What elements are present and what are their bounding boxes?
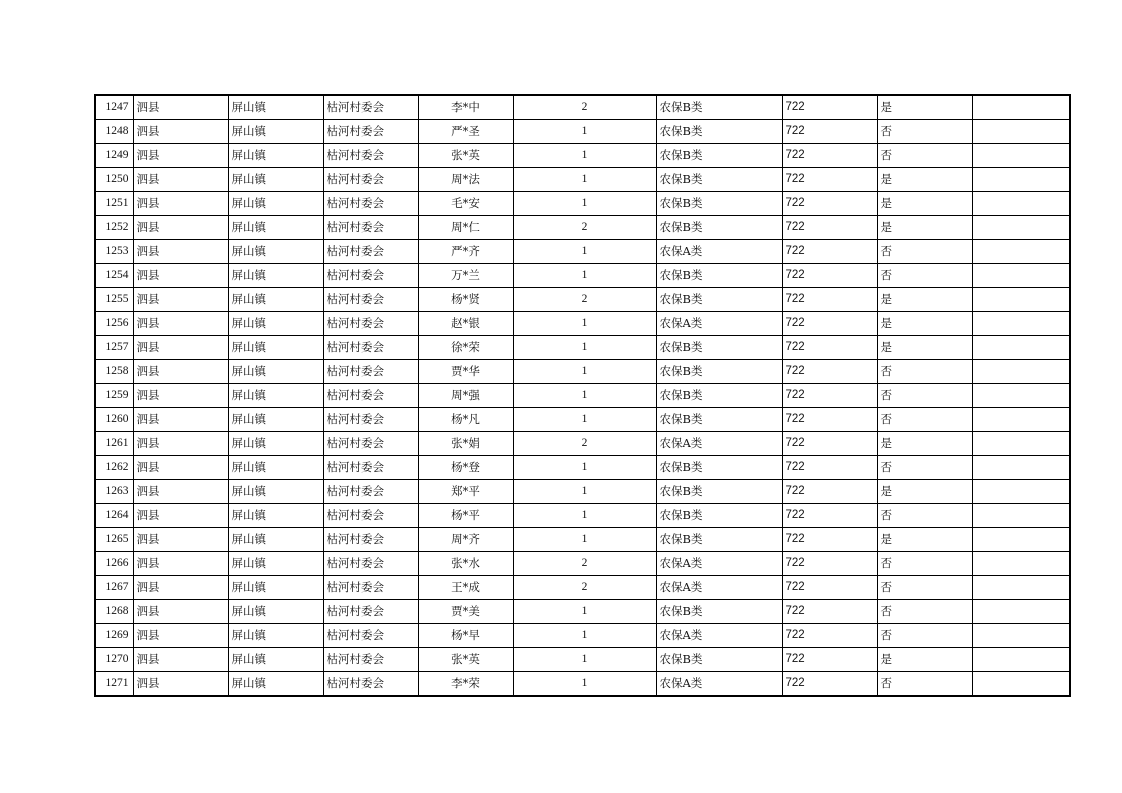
remark-cell: [972, 95, 1070, 120]
table-row: [95, 360, 1070, 384]
table-row: [95, 95, 1070, 120]
town-cell: 屏山镇: [228, 216, 323, 240]
serial-number-cell: 1258: [95, 360, 133, 384]
remark-cell: [972, 120, 1070, 144]
flag-cell: 否: [877, 408, 972, 432]
table-row: [95, 456, 1070, 480]
flag-cell: 否: [877, 504, 972, 528]
table-body: [95, 95, 1070, 696]
town-cell: 屏山镇: [228, 624, 323, 648]
name-cell: 贾*华: [418, 360, 513, 384]
name-cell: 张*水: [418, 552, 513, 576]
insurance-type-cell: 农保B类: [656, 600, 782, 624]
serial-number-cell: 1248: [95, 120, 133, 144]
serial-number-cell: 1270: [95, 648, 133, 672]
name-cell: 周*法: [418, 168, 513, 192]
flag-cell: 否: [877, 144, 972, 168]
flag-cell: 否: [877, 120, 972, 144]
amount-cell: 722: [782, 168, 877, 192]
amount-cell: 722: [782, 600, 877, 624]
town-cell: 屏山镇: [228, 456, 323, 480]
village-committee-cell: 枯河村委会: [323, 240, 418, 264]
amount-cell: 722: [782, 552, 877, 576]
table-row: [95, 288, 1070, 312]
county-cell: 泗县: [133, 624, 228, 648]
name-cell: 杨*登: [418, 456, 513, 480]
serial-number-cell: 1257: [95, 336, 133, 360]
table-row: [95, 264, 1070, 288]
remark-cell: [972, 408, 1070, 432]
town-cell: 屏山镇: [228, 480, 323, 504]
flag-cell: 否: [877, 264, 972, 288]
insurance-type-cell: 农保A类: [656, 432, 782, 456]
county-cell: 泗县: [133, 360, 228, 384]
county-cell: 泗县: [133, 408, 228, 432]
table-row: [95, 384, 1070, 408]
amount-cell: 722: [782, 240, 877, 264]
table-row: [95, 624, 1070, 648]
insurance-type-cell: 农保B类: [656, 648, 782, 672]
remark-cell: [972, 552, 1070, 576]
town-cell: 屏山镇: [228, 312, 323, 336]
flag-cell: 否: [877, 456, 972, 480]
town-cell: 屏山镇: [228, 192, 323, 216]
flag-cell: 是: [877, 95, 972, 120]
insurance-type-cell: 农保B类: [656, 384, 782, 408]
flag-cell: 否: [877, 600, 972, 624]
town-cell: 屏山镇: [228, 288, 323, 312]
village-committee-cell: 枯河村委会: [323, 432, 418, 456]
town-cell: 屏山镇: [228, 240, 323, 264]
table-row: [95, 240, 1070, 264]
household-count-cell: 1: [513, 336, 656, 360]
village-committee-cell: 枯河村委会: [323, 600, 418, 624]
village-committee-cell: 枯河村委会: [323, 624, 418, 648]
amount-cell: 722: [782, 480, 877, 504]
remark-cell: [972, 192, 1070, 216]
amount-cell: 722: [782, 408, 877, 432]
name-cell: 徐*荣: [418, 336, 513, 360]
serial-number-cell: 1271: [95, 672, 133, 697]
remark-cell: [972, 624, 1070, 648]
name-cell: 赵*银: [418, 312, 513, 336]
county-cell: 泗县: [133, 336, 228, 360]
table-row: [95, 408, 1070, 432]
town-cell: 屏山镇: [228, 408, 323, 432]
document-table-container: [94, 94, 1069, 697]
household-count-cell: 1: [513, 408, 656, 432]
insurance-type-cell: 农保B类: [656, 288, 782, 312]
village-committee-cell: 枯河村委会: [323, 456, 418, 480]
county-cell: 泗县: [133, 240, 228, 264]
household-count-cell: 2: [513, 95, 656, 120]
table-row: [95, 432, 1070, 456]
flag-cell: 是: [877, 288, 972, 312]
table-row: [95, 528, 1070, 552]
amount-cell: 722: [782, 312, 877, 336]
serial-number-cell: 1266: [95, 552, 133, 576]
village-committee-cell: 枯河村委会: [323, 288, 418, 312]
amount-cell: 722: [782, 576, 877, 600]
insurance-type-cell: 农保B类: [656, 192, 782, 216]
remark-cell: [972, 432, 1070, 456]
name-cell: 毛*安: [418, 192, 513, 216]
serial-number-cell: 1253: [95, 240, 133, 264]
county-cell: 泗县: [133, 552, 228, 576]
household-count-cell: 1: [513, 456, 656, 480]
village-committee-cell: 枯河村委会: [323, 144, 418, 168]
town-cell: 屏山镇: [228, 360, 323, 384]
serial-number-cell: 1259: [95, 384, 133, 408]
serial-number-cell: 1260: [95, 408, 133, 432]
household-count-cell: 2: [513, 432, 656, 456]
insurance-type-cell: 农保B类: [656, 120, 782, 144]
town-cell: 屏山镇: [228, 384, 323, 408]
flag-cell: 否: [877, 360, 972, 384]
county-cell: 泗县: [133, 504, 228, 528]
household-count-cell: 1: [513, 240, 656, 264]
name-cell: 张*英: [418, 144, 513, 168]
village-committee-cell: 枯河村委会: [323, 672, 418, 697]
name-cell: 贾*美: [418, 600, 513, 624]
amount-cell: 722: [782, 264, 877, 288]
table-row: [95, 312, 1070, 336]
remark-cell: [972, 672, 1070, 697]
remark-cell: [972, 144, 1070, 168]
serial-number-cell: 1255: [95, 288, 133, 312]
county-cell: 泗县: [133, 264, 228, 288]
amount-cell: 722: [782, 672, 877, 697]
town-cell: 屏山镇: [228, 648, 323, 672]
county-cell: 泗县: [133, 144, 228, 168]
town-cell: 屏山镇: [228, 336, 323, 360]
household-count-cell: 1: [513, 384, 656, 408]
insurance-type-cell: 农保B类: [656, 480, 782, 504]
household-count-cell: 1: [513, 312, 656, 336]
flag-cell: 是: [877, 336, 972, 360]
county-cell: 泗县: [133, 120, 228, 144]
table-row: [95, 480, 1070, 504]
town-cell: 屏山镇: [228, 576, 323, 600]
flag-cell: 是: [877, 648, 972, 672]
insurance-type-cell: 农保A类: [656, 240, 782, 264]
serial-number-cell: 1262: [95, 456, 133, 480]
flag-cell: 否: [877, 672, 972, 697]
household-count-cell: 1: [513, 528, 656, 552]
town-cell: 屏山镇: [228, 432, 323, 456]
remark-cell: [972, 312, 1070, 336]
village-committee-cell: 枯河村委会: [323, 552, 418, 576]
serial-number-cell: 1250: [95, 168, 133, 192]
county-cell: 泗县: [133, 576, 228, 600]
insurance-type-cell: 农保B类: [656, 95, 782, 120]
town-cell: 屏山镇: [228, 95, 323, 120]
serial-number-cell: 1265: [95, 528, 133, 552]
flag-cell: 是: [877, 168, 972, 192]
amount-cell: 722: [782, 648, 877, 672]
household-count-cell: 1: [513, 672, 656, 697]
serial-number-cell: 1261: [95, 432, 133, 456]
serial-number-cell: 1251: [95, 192, 133, 216]
name-cell: 周*强: [418, 384, 513, 408]
household-count-cell: 1: [513, 504, 656, 528]
table-row: [95, 144, 1070, 168]
amount-cell: 722: [782, 432, 877, 456]
table-row: [95, 192, 1070, 216]
flag-cell: 是: [877, 528, 972, 552]
household-count-cell: 1: [513, 168, 656, 192]
household-count-cell: 1: [513, 120, 656, 144]
remark-cell: [972, 264, 1070, 288]
flag-cell: 否: [877, 624, 972, 648]
flag-cell: 是: [877, 192, 972, 216]
county-cell: 泗县: [133, 312, 228, 336]
flag-cell: 是: [877, 312, 972, 336]
town-cell: 屏山镇: [228, 264, 323, 288]
town-cell: 屏山镇: [228, 120, 323, 144]
name-cell: 周*齐: [418, 528, 513, 552]
serial-number-cell: 1269: [95, 624, 133, 648]
name-cell: 杨*凡: [418, 408, 513, 432]
insurance-type-cell: 农保A类: [656, 624, 782, 648]
amount-cell: 722: [782, 192, 877, 216]
town-cell: 屏山镇: [228, 168, 323, 192]
name-cell: 杨*早: [418, 624, 513, 648]
remark-cell: [972, 480, 1070, 504]
town-cell: 屏山镇: [228, 144, 323, 168]
name-cell: 严*齐: [418, 240, 513, 264]
remark-cell: [972, 168, 1070, 192]
name-cell: 李*荣: [418, 672, 513, 697]
serial-number-cell: 1264: [95, 504, 133, 528]
table-row: [95, 576, 1070, 600]
village-committee-cell: 枯河村委会: [323, 408, 418, 432]
serial-number-cell: 1263: [95, 480, 133, 504]
town-cell: 屏山镇: [228, 504, 323, 528]
table-row: [95, 216, 1070, 240]
name-cell: 李*中: [418, 95, 513, 120]
flag-cell: 否: [877, 240, 972, 264]
town-cell: 屏山镇: [228, 528, 323, 552]
town-cell: 屏山镇: [228, 672, 323, 697]
remark-cell: [972, 216, 1070, 240]
amount-cell: 722: [782, 528, 877, 552]
table-row: [95, 600, 1070, 624]
county-cell: 泗县: [133, 216, 228, 240]
village-committee-cell: 枯河村委会: [323, 168, 418, 192]
town-cell: 屏山镇: [228, 600, 323, 624]
name-cell: 万*兰: [418, 264, 513, 288]
village-committee-cell: 枯河村委会: [323, 576, 418, 600]
insurance-type-cell: 农保A类: [656, 552, 782, 576]
amount-cell: 722: [782, 624, 877, 648]
insurance-type-cell: 农保A类: [656, 312, 782, 336]
remark-cell: [972, 240, 1070, 264]
serial-number-cell: 1256: [95, 312, 133, 336]
name-cell: 郑*平: [418, 480, 513, 504]
insurance-type-cell: 农保B类: [656, 528, 782, 552]
insurance-type-cell: 农保B类: [656, 360, 782, 384]
village-committee-cell: 枯河村委会: [323, 360, 418, 384]
village-committee-cell: 枯河村委会: [323, 336, 418, 360]
remark-cell: [972, 504, 1070, 528]
county-cell: 泗县: [133, 528, 228, 552]
household-count-cell: 2: [513, 552, 656, 576]
remark-cell: [972, 288, 1070, 312]
county-cell: 泗县: [133, 648, 228, 672]
remark-cell: [972, 360, 1070, 384]
insurance-type-cell: 农保B类: [656, 264, 782, 288]
serial-number-cell: 1268: [95, 600, 133, 624]
serial-number-cell: 1249: [95, 144, 133, 168]
village-committee-cell: 枯河村委会: [323, 264, 418, 288]
village-committee-cell: 枯河村委会: [323, 504, 418, 528]
household-count-cell: 1: [513, 192, 656, 216]
table-row: [95, 336, 1070, 360]
flag-cell: 是: [877, 216, 972, 240]
village-committee-cell: 枯河村委会: [323, 192, 418, 216]
insurance-type-cell: 农保B类: [656, 216, 782, 240]
county-cell: 泗县: [133, 192, 228, 216]
flag-cell: 否: [877, 552, 972, 576]
serial-number-cell: 1254: [95, 264, 133, 288]
county-cell: 泗县: [133, 288, 228, 312]
insurance-type-cell: 农保A类: [656, 672, 782, 697]
amount-cell: 722: [782, 95, 877, 120]
flag-cell: 是: [877, 480, 972, 504]
flag-cell: 是: [877, 432, 972, 456]
insurance-type-cell: 农保A类: [656, 576, 782, 600]
village-committee-cell: 枯河村委会: [323, 648, 418, 672]
household-count-cell: 1: [513, 480, 656, 504]
amount-cell: 722: [782, 336, 877, 360]
table-row: [95, 120, 1070, 144]
household-count-cell: 2: [513, 216, 656, 240]
remark-cell: [972, 336, 1070, 360]
village-committee-cell: 枯河村委会: [323, 120, 418, 144]
table-row: [95, 648, 1070, 672]
remark-cell: [972, 576, 1070, 600]
county-cell: 泗县: [133, 600, 228, 624]
table-row: [95, 552, 1070, 576]
insurance-type-cell: 农保B类: [656, 336, 782, 360]
amount-cell: 722: [782, 360, 877, 384]
amount-cell: 722: [782, 384, 877, 408]
insurance-type-cell: 农保B类: [656, 144, 782, 168]
beneficiary-table: [94, 94, 1071, 697]
village-committee-cell: 枯河村委会: [323, 480, 418, 504]
amount-cell: 722: [782, 120, 877, 144]
town-cell: 屏山镇: [228, 552, 323, 576]
serial-number-cell: 1247: [95, 95, 133, 120]
amount-cell: 722: [782, 144, 877, 168]
name-cell: 杨*贤: [418, 288, 513, 312]
flag-cell: 否: [877, 384, 972, 408]
amount-cell: 722: [782, 216, 877, 240]
village-committee-cell: 枯河村委会: [323, 216, 418, 240]
flag-cell: 否: [877, 576, 972, 600]
name-cell: 杨*平: [418, 504, 513, 528]
name-cell: 张*英: [418, 648, 513, 672]
table-row: [95, 504, 1070, 528]
county-cell: 泗县: [133, 168, 228, 192]
household-count-cell: 1: [513, 360, 656, 384]
insurance-type-cell: 农保B类: [656, 168, 782, 192]
county-cell: 泗县: [133, 384, 228, 408]
village-committee-cell: 枯河村委会: [323, 95, 418, 120]
insurance-type-cell: 农保B类: [656, 456, 782, 480]
household-count-cell: 2: [513, 288, 656, 312]
name-cell: 周*仁: [418, 216, 513, 240]
amount-cell: 722: [782, 288, 877, 312]
household-count-cell: 1: [513, 144, 656, 168]
remark-cell: [972, 528, 1070, 552]
remark-cell: [972, 456, 1070, 480]
household-count-cell: 2: [513, 576, 656, 600]
remark-cell: [972, 600, 1070, 624]
name-cell: 张*娟: [418, 432, 513, 456]
county-cell: 泗县: [133, 95, 228, 120]
remark-cell: [972, 648, 1070, 672]
village-committee-cell: 枯河村委会: [323, 384, 418, 408]
household-count-cell: 1: [513, 624, 656, 648]
amount-cell: 722: [782, 456, 877, 480]
table-row: [95, 168, 1070, 192]
serial-number-cell: 1267: [95, 576, 133, 600]
household-count-cell: 1: [513, 264, 656, 288]
amount-cell: 722: [782, 504, 877, 528]
household-count-cell: 1: [513, 600, 656, 624]
insurance-type-cell: 农保B类: [656, 408, 782, 432]
village-committee-cell: 枯河村委会: [323, 528, 418, 552]
county-cell: 泗县: [133, 480, 228, 504]
county-cell: 泗县: [133, 432, 228, 456]
serial-number-cell: 1252: [95, 216, 133, 240]
table-row: [95, 672, 1070, 697]
insurance-type-cell: 农保B类: [656, 504, 782, 528]
name-cell: 严*圣: [418, 120, 513, 144]
household-count-cell: 1: [513, 648, 656, 672]
county-cell: 泗县: [133, 456, 228, 480]
name-cell: 王*成: [418, 576, 513, 600]
village-committee-cell: 枯河村委会: [323, 312, 418, 336]
remark-cell: [972, 384, 1070, 408]
county-cell: 泗县: [133, 672, 228, 697]
